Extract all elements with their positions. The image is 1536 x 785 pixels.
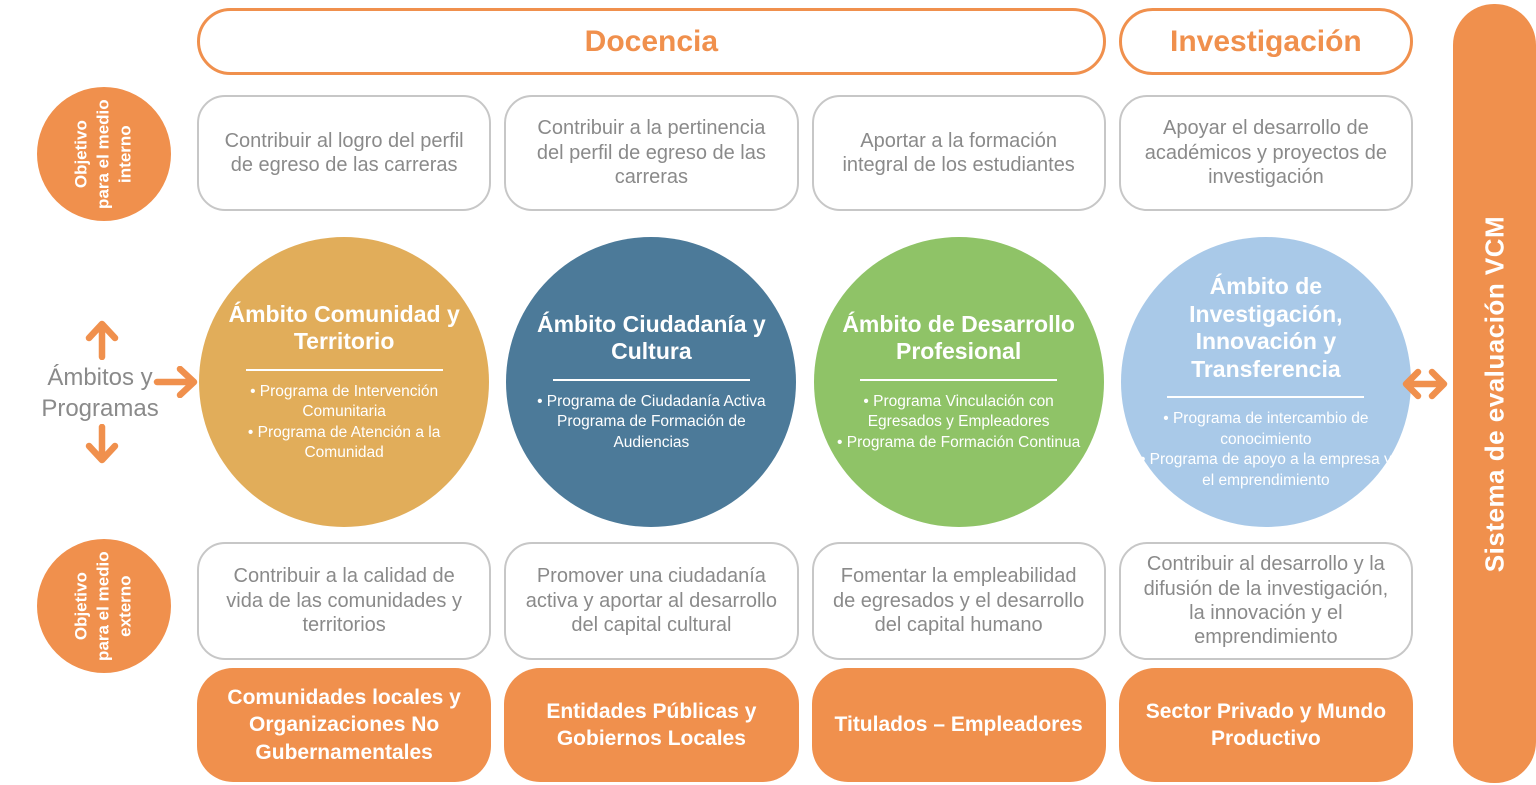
stakeholder-box: Sector Privado y Mundo Productivo [1119,668,1413,782]
ambito-circle-desarrollo [814,237,1104,527]
divider [553,379,750,381]
column-investigacion-innovacion [1119,0,1413,785]
external-objective-box: Contribuir a la calidad de vida de las comunidades y territorios [197,542,491,660]
label-line: Objetivo [71,119,91,189]
program-list [521,392,782,453]
external-objective-label [71,551,137,661]
program-item: • Programa de Atención a la Comunidad [247,423,441,462]
ambito-title: Ámbito de Investigación, Innovación y Transferencia [1189,272,1343,382]
program-item: • Programa Vinculación con Egresados y Empleadores [863,392,1054,431]
internal-objective-box: Contribuir al logro del perfil de egreso de las carreras [197,95,491,211]
evaluation-system-label: Sistema de evaluación VCM [1479,215,1509,572]
column-ciudadania-cultura [504,0,798,785]
ambito-title: Ámbito de Desarrollo Profesional [842,310,1075,365]
internal-objective-label [71,99,137,209]
internal-objective-box: Contribuir a la pertinencia del perfil de egreso de las carreras [504,95,798,211]
program-list [828,392,1089,453]
ambito-circle-investigacion [1121,237,1411,527]
external-objective-box: Fomentar la empleabilidad de egresados y el desarrollo del capital humano [812,542,1106,660]
divider [1167,396,1364,398]
stakeholder-box: Entidades Públicas y Gobiernos Locales [504,668,798,782]
ambito-title: Ámbito Comunidad y Territorio [228,300,460,355]
internal-objective-circle [37,87,171,221]
ambitos-programas-label: Ámbitos y Programas [41,364,159,423]
columns-grid [197,0,1413,785]
arrow-right-icon [153,366,199,398]
arrow-up-icon [84,318,120,360]
column-comunidad-territorio [197,0,491,785]
program-list [1135,409,1396,491]
stakeholder-box: Titulados – Empleadores [812,668,1106,782]
label-line: interno [116,125,136,183]
stakeholder-box: Comunidades locales y Organizaciones No Gubernamentales [197,668,491,782]
label-line: para el medio [93,551,113,661]
evaluation-system-bar [1453,4,1536,783]
internal-objective-box: Aportar a la formación integral de los estudiantes [812,95,1106,211]
ambito-circle-comunidad [199,237,489,527]
program-item: • Programa de apoyo a la empresa y el emprendimiento [1139,451,1392,489]
arrow-left-right-icon [1402,368,1448,400]
ambito-title: Ámbito Ciudadanía y Cultura [536,310,766,365]
label-line: externo [116,575,136,637]
external-objective-box: Promover una ciudadanía activa y aportar al desarrollo del capital cultural [504,542,798,660]
external-objective-circle [37,539,171,673]
label-line: Objetivo [71,571,91,641]
label-line: para el medio [93,99,113,209]
column-desarrollo-profesional [812,0,1106,785]
program-item: • Programa de Intervención Comunitaria [250,382,439,421]
arrow-down-icon [84,424,120,466]
external-objective-box: Contribuir al desarrollo y la difusión de la investigación, la innovación y el emprendimiento [1119,542,1413,660]
internal-objective-box: Apoyar el desarrollo de académicos y proyectos de investigación [1119,95,1413,211]
ambito-circle-ciudadania [506,237,796,527]
divider [246,369,443,371]
docencia-header: Docencia [197,8,1106,75]
program-list [214,382,475,464]
program-item: • Programa de intercambio de conocimiento [1163,410,1369,448]
divider [860,379,1057,381]
investigacion-header: Investigación [1119,8,1413,75]
program-item: • Programa de Formación Continua [837,433,1081,451]
program-item: Programa de Formación de Audiencias [557,413,746,451]
program-item: • Programa de Ciudadanía Activa [537,392,766,410]
